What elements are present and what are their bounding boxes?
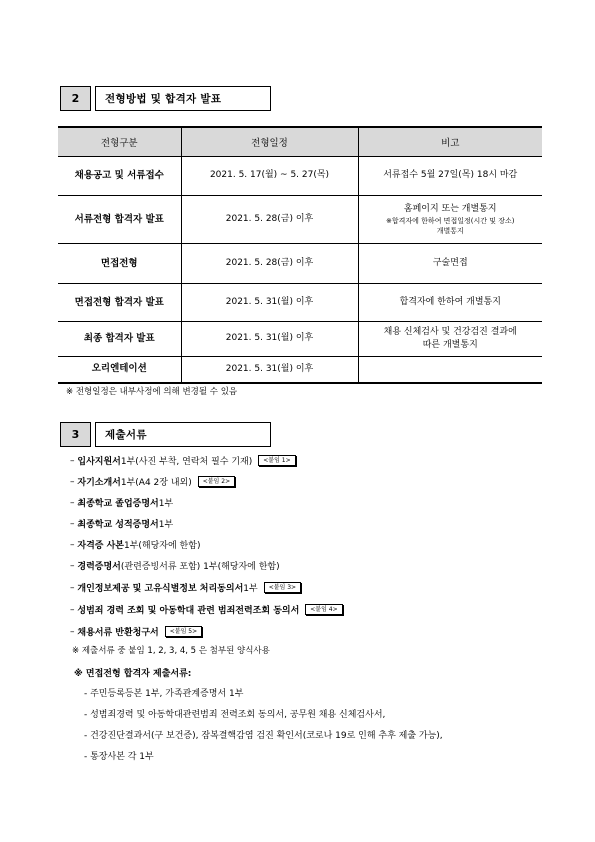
- list-item: - 주민등록등본 1부, 가족관계증명서 1부: [84, 689, 244, 699]
- list-item: – 최종학교 졸업증명서 1부: [70, 497, 174, 509]
- table-row: [58, 284, 542, 322]
- date-cell: 2021. 5. 31(월) 이후: [181, 284, 358, 322]
- list-item: – 자기소개서 1부(A4 2장 내외) <붙임 2>: [70, 475, 235, 488]
- step-cell: 면접전형: [58, 244, 181, 284]
- date-cell: 2021. 5. 31(월) 이후: [181, 322, 358, 357]
- section-3-header: [60, 422, 271, 447]
- column-header: 비고: [358, 127, 542, 157]
- step-cell: 채용공고 및 서류접수: [58, 157, 181, 196]
- attachment-tag: <붙임 1>: [258, 455, 295, 466]
- column-header: 전형일정: [181, 127, 358, 157]
- list-item: – 최종학교 성적증명서 1부: [70, 518, 174, 530]
- list-item: – 자격증 사본 1부(해당자에 한함): [70, 539, 201, 551]
- schedule-table: [58, 126, 542, 384]
- note-cell: 서류접수 5월 27일(목) 18시 마감: [358, 157, 542, 196]
- section-3-number: 3: [60, 422, 91, 447]
- list-item: - 성범죄경력 및 아동학대관련범죄 전력조회 동의서, 공무원 채용 신체검사서,: [84, 710, 386, 720]
- section-2-number: 2: [60, 86, 91, 111]
- attachment-note: ※ 제출서류 중 붙임 1, 2, 3, 4, 5 은 첨부된 양식사용: [72, 646, 270, 656]
- column-header: 전형구분: [58, 127, 181, 157]
- attachment-tag: <붙임 2>: [198, 476, 235, 487]
- list-item: – 채용서류 반환청구서 <붙임 5>: [70, 625, 202, 638]
- date-cell: 2021. 5. 31(월) 이후: [181, 357, 358, 383]
- list-item: – 입사지원서 1부(사진 부착, 연락처 필수 기재) <붙임 1>: [70, 454, 296, 467]
- table-row: [58, 244, 542, 284]
- step-cell: 면접전형 합격자 발표: [58, 284, 181, 322]
- step-cell: 최종 합격자 발표: [58, 322, 181, 357]
- table-row: [58, 196, 542, 244]
- interview-docs-heading: ※ 면접전형 합격자 제출서류:: [74, 669, 192, 679]
- note-cell: [358, 357, 542, 383]
- note-cell: 합격자에 한하여 개별통지: [358, 284, 542, 322]
- list-item: – 경력증명서 (관련증빙서류 포함) 1부(해당자에 한함): [70, 560, 280, 572]
- attachment-tag: <붙임 5>: [165, 626, 202, 637]
- table-row: [58, 157, 542, 196]
- section-2-header: [60, 86, 271, 111]
- date-cell: 2021. 5. 28(금) 이후: [181, 196, 358, 244]
- table-row: [58, 322, 542, 357]
- schedule-note: ※ 전형일정은 내부사정에 의해 변경될 수 있음: [66, 387, 238, 397]
- step-cell: 서류전형 합격자 발표: [58, 196, 181, 244]
- step-cell: 오리엔테이션: [58, 357, 181, 383]
- note-cell: 구술면접: [358, 244, 542, 284]
- list-item: – 개인정보제공 및 고유식별정보 처리동의서 1부 <붙임 3>: [70, 581, 301, 594]
- attachment-tag: <붙임 4>: [305, 604, 342, 615]
- attachment-tag: <붙임 3>: [264, 582, 301, 593]
- section-2-title: 전형방법 및 합격자 발표: [95, 86, 271, 111]
- note-cell: 홈페이지 또는 개별통지 ※합격자에 한하여 면접일정(시간 및 장소) 개별통지: [358, 196, 542, 244]
- list-item: - 통장사본 각 1부: [84, 752, 154, 762]
- list-item: – 성범죄 경력 조회 및 아동학대 관련 범죄전력조회 동의서 <붙임 4>: [70, 603, 343, 616]
- date-cell: 2021. 5. 17(월) ~ 5. 27(목): [181, 157, 358, 196]
- list-item: - 건강진단결과서(구 보건증), 잠복결핵감염 검진 확인서(코로나 19로 인해 추후 제출 가능),: [84, 731, 443, 741]
- section-3-title: 제출서류: [95, 422, 271, 447]
- table-row: [58, 357, 542, 383]
- date-cell: 2021. 5. 28(금) 이후: [181, 244, 358, 284]
- table-header-row: [58, 127, 542, 157]
- note-cell: 채용 신체검사 및 건강검진 결과에 따른 개별통지: [358, 322, 542, 357]
